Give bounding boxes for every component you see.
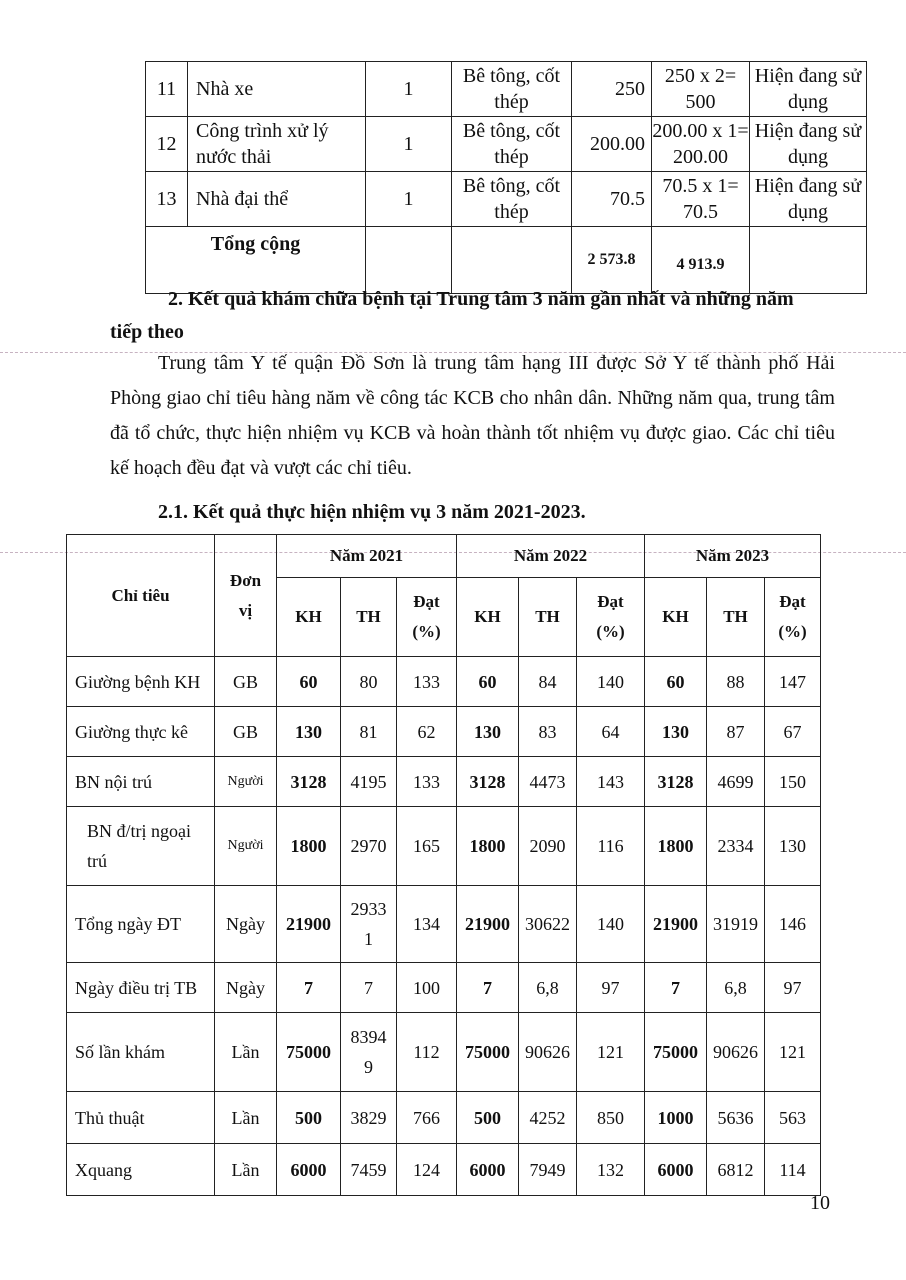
cell-kh-2022: 6000 [457,1144,519,1196]
row-label: Số lần khám [67,1013,215,1092]
cell-kh-2023: 6000 [645,1144,707,1196]
cell-dat-2023: 67 [765,707,821,757]
table-row [146,117,867,172]
table-row [67,963,821,1013]
cell-dat-2023: 130 [765,807,821,886]
cell-dat-2023: 146 [765,886,821,963]
header-year-2021: Năm 2021 [277,535,457,578]
cell-dat-2021: 100 [397,963,457,1013]
row-label: BN đ/trị ngoại trú [67,807,215,886]
cell-th-2022: 90626 [519,1013,577,1092]
facility-status: Hiện đang sử dụng [750,172,867,227]
section-heading-cont: tiếp theo [110,321,184,343]
row-number: 11 [146,62,188,117]
cell-th-2022: 83 [519,707,577,757]
row-number: 12 [146,117,188,172]
header-dat: Đạt (%) [397,578,457,657]
cell-th-2022: 30622 [519,886,577,963]
row-unit: Ngày [215,963,277,1013]
table-row [67,657,821,707]
cell-th-2023: 5636 [707,1092,765,1144]
cell-kh-2022: 3128 [457,757,519,807]
cell-th-2021: 7 [341,963,397,1013]
facility-area: 70.5 [572,172,652,227]
facility-status: Hiện đang sử dụng [750,62,867,117]
cell-dat-2022: 132 [577,1144,645,1196]
cell-th-2022: 6,8 [519,963,577,1013]
header-th: TH [341,578,397,657]
cell-dat-2021: 165 [397,807,457,886]
subsection-heading: 2.1. Kết quả thực hiện nhiệm vụ 3 năm 2021-2023. [158,501,586,523]
facility-material: Bê tông, cốt thép [452,117,572,172]
cell-kh-2023: 75000 [645,1013,707,1092]
cell-kh-2021: 60 [277,657,341,707]
row-label: Tổng ngày ĐT [67,886,215,963]
cell-th-2022: 4473 [519,757,577,807]
cell-kh-2021: 3128 [277,757,341,807]
cell-dat-2022: 121 [577,1013,645,1092]
cell-th-2022: 7949 [519,1144,577,1196]
cell-kh-2021: 130 [277,707,341,757]
cell-kh-2021: 6000 [277,1144,341,1196]
facility-qty: 1 [366,62,452,117]
facility-area: 250 [572,62,652,117]
results-table [66,534,821,1196]
row-label: Ngày điều trị TB [67,963,215,1013]
cell-dat-2022: 64 [577,707,645,757]
header-year-2023: Năm 2023 [645,535,821,578]
cell-dat-2023: 150 [765,757,821,807]
facility-status: Hiện đang sử dụng [750,117,867,172]
row-unit: Người [215,807,277,886]
cell-th-2023: 88 [707,657,765,707]
header-dat: Đạt (%) [765,578,821,657]
table-row [67,1013,821,1092]
table-row [67,707,821,757]
cell-th-2023: 6,8 [707,963,765,1013]
facility-name: Nhà đại thể [188,172,366,227]
cell-dat-2022: 850 [577,1092,645,1144]
cell-th-2021: 2970 [341,807,397,886]
header-kh: KH [277,578,341,657]
facility-qty: 1 [366,172,452,227]
row-unit: Người [215,757,277,807]
cell-kh-2021: 75000 [277,1013,341,1092]
cell-dat-2023: 121 [765,1013,821,1092]
facility-qty: 1 [366,117,452,172]
total-area: 2 573.8 [572,227,652,294]
cell-dat-2023: 563 [765,1092,821,1144]
header-th: TH [707,578,765,657]
facility-material: Bê tông, cốt thép [452,62,572,117]
facility-area: 200.00 [572,117,652,172]
facility-name: Nhà xe [188,62,366,117]
facility-material: Bê tông, cốt thép [452,172,572,227]
facility-calc: 200.00 x 1= 200.00 [652,117,750,172]
facility-calc: 250 x 2= 500 [652,62,750,117]
cell-kh-2023: 1800 [645,807,707,886]
cell-dat-2022: 97 [577,963,645,1013]
cell-kh-2021: 21900 [277,886,341,963]
cell-th-2023: 31919 [707,886,765,963]
cell-kh-2022: 60 [457,657,519,707]
cell-kh-2023: 3128 [645,757,707,807]
table-row [67,886,821,963]
row-unit: Lần [215,1013,277,1092]
cell-kh-2023: 7 [645,963,707,1013]
cell-th-2023: 2334 [707,807,765,886]
cell-dat-2023: 147 [765,657,821,707]
cell-th-2023: 87 [707,707,765,757]
cell-kh-2022: 130 [457,707,519,757]
section-heading: 2. Kết quả khám chữa bệnh tại Trung tâm 3 năm gần nhất và những năm [168,288,794,310]
table-row [67,1144,821,1196]
header-year-2022: Năm 2022 [457,535,645,578]
facility-table [145,61,867,294]
header-kh: KH [457,578,519,657]
cell-dat-2022: 143 [577,757,645,807]
row-unit: Lần [215,1092,277,1144]
cell-kh-2023: 1000 [645,1092,707,1144]
cell-kh-2022: 21900 [457,886,519,963]
cell-th-2023: 6812 [707,1144,765,1196]
cell-th-2021: 80 [341,657,397,707]
cell-dat-2023: 114 [765,1144,821,1196]
cell-kh-2023: 60 [645,657,707,707]
cell-th-2021: 83949 [341,1013,397,1092]
table-row [146,62,867,117]
cell-kh-2023: 21900 [645,886,707,963]
row-unit: Lần [215,1144,277,1196]
row-label: Giường thực kê [67,707,215,757]
cell-dat-2023: 97 [765,963,821,1013]
header-kh: KH [645,578,707,657]
cell-kh-2021: 1800 [277,807,341,886]
body-paragraph: Trung tâm Y tế quận Đồ Sơn là trung tâm hạng III được Sở Y tế thành phố Hải Phòng giao chỉ tiêu hàng năm về công tác KCB cho nhân dân. Những năm qua, trung tâm đã tổ chức, thực hiện nhiệm vụ KCB và hoàn thành tốt nhiệm vụ được giao. Các chỉ tiêu kế hoạch đều đạt và vượt các chỉ tiêu. [110,352,835,479]
cell-kh-2022: 75000 [457,1013,519,1092]
facility-calc: 70.5 x 1= 70.5 [652,172,750,227]
table-row [146,172,867,227]
cell-kh-2021: 7 [277,963,341,1013]
cell-th-2023: 90626 [707,1013,765,1092]
cell-dat-2022: 116 [577,807,645,886]
cell-th-2022: 2090 [519,807,577,886]
cell-th-2023: 4699 [707,757,765,807]
row-unit: GB [215,657,277,707]
cell-th-2021: 7459 [341,1144,397,1196]
cell-dat-2021: 62 [397,707,457,757]
page-number: 10 [810,1192,830,1214]
header-row-years [67,535,821,578]
total-label: Tổng cộng [146,227,366,294]
cell-dat-2021: 133 [397,757,457,807]
table-row [67,807,821,886]
row-label: Giường bệnh KH [67,657,215,707]
cell-th-2021: 4195 [341,757,397,807]
table-row [67,757,821,807]
table-row [67,1092,821,1144]
cell-dat-2021: 766 [397,1092,457,1144]
cell-dat-2022: 140 [577,886,645,963]
cell-th-2021: 29331 [341,886,397,963]
cell-th-2021: 81 [341,707,397,757]
cell-th-2022: 84 [519,657,577,707]
row-number: 13 [146,172,188,227]
cell-kh-2022: 500 [457,1092,519,1144]
cell-dat-2021: 133 [397,657,457,707]
cell-dat-2021: 134 [397,886,457,963]
cell-dat-2021: 124 [397,1144,457,1196]
cell-kh-2022: 1800 [457,807,519,886]
row-label: BN nội trú [67,757,215,807]
total-calc: 4 913.9 [652,227,750,294]
header-chi-tieu: Chỉ tiêu [67,535,215,657]
cell-th-2022: 4252 [519,1092,577,1144]
cell-dat-2022: 140 [577,657,645,707]
cell-kh-2022: 7 [457,963,519,1013]
cell-kh-2023: 130 [645,707,707,757]
facility-name: Công trình xử lý nước thải [188,117,366,172]
row-label: Thủ thuật [67,1092,215,1144]
cell-kh-2021: 500 [277,1092,341,1144]
header-don-vi: Đơn vị [215,535,277,657]
cell-th-2021: 3829 [341,1092,397,1144]
cell-dat-2021: 112 [397,1013,457,1092]
row-label: Xquang [67,1144,215,1196]
header-dat: Đạt (%) [577,578,645,657]
row-unit: Ngày [215,886,277,963]
row-unit: GB [215,707,277,757]
header-th: TH [519,578,577,657]
